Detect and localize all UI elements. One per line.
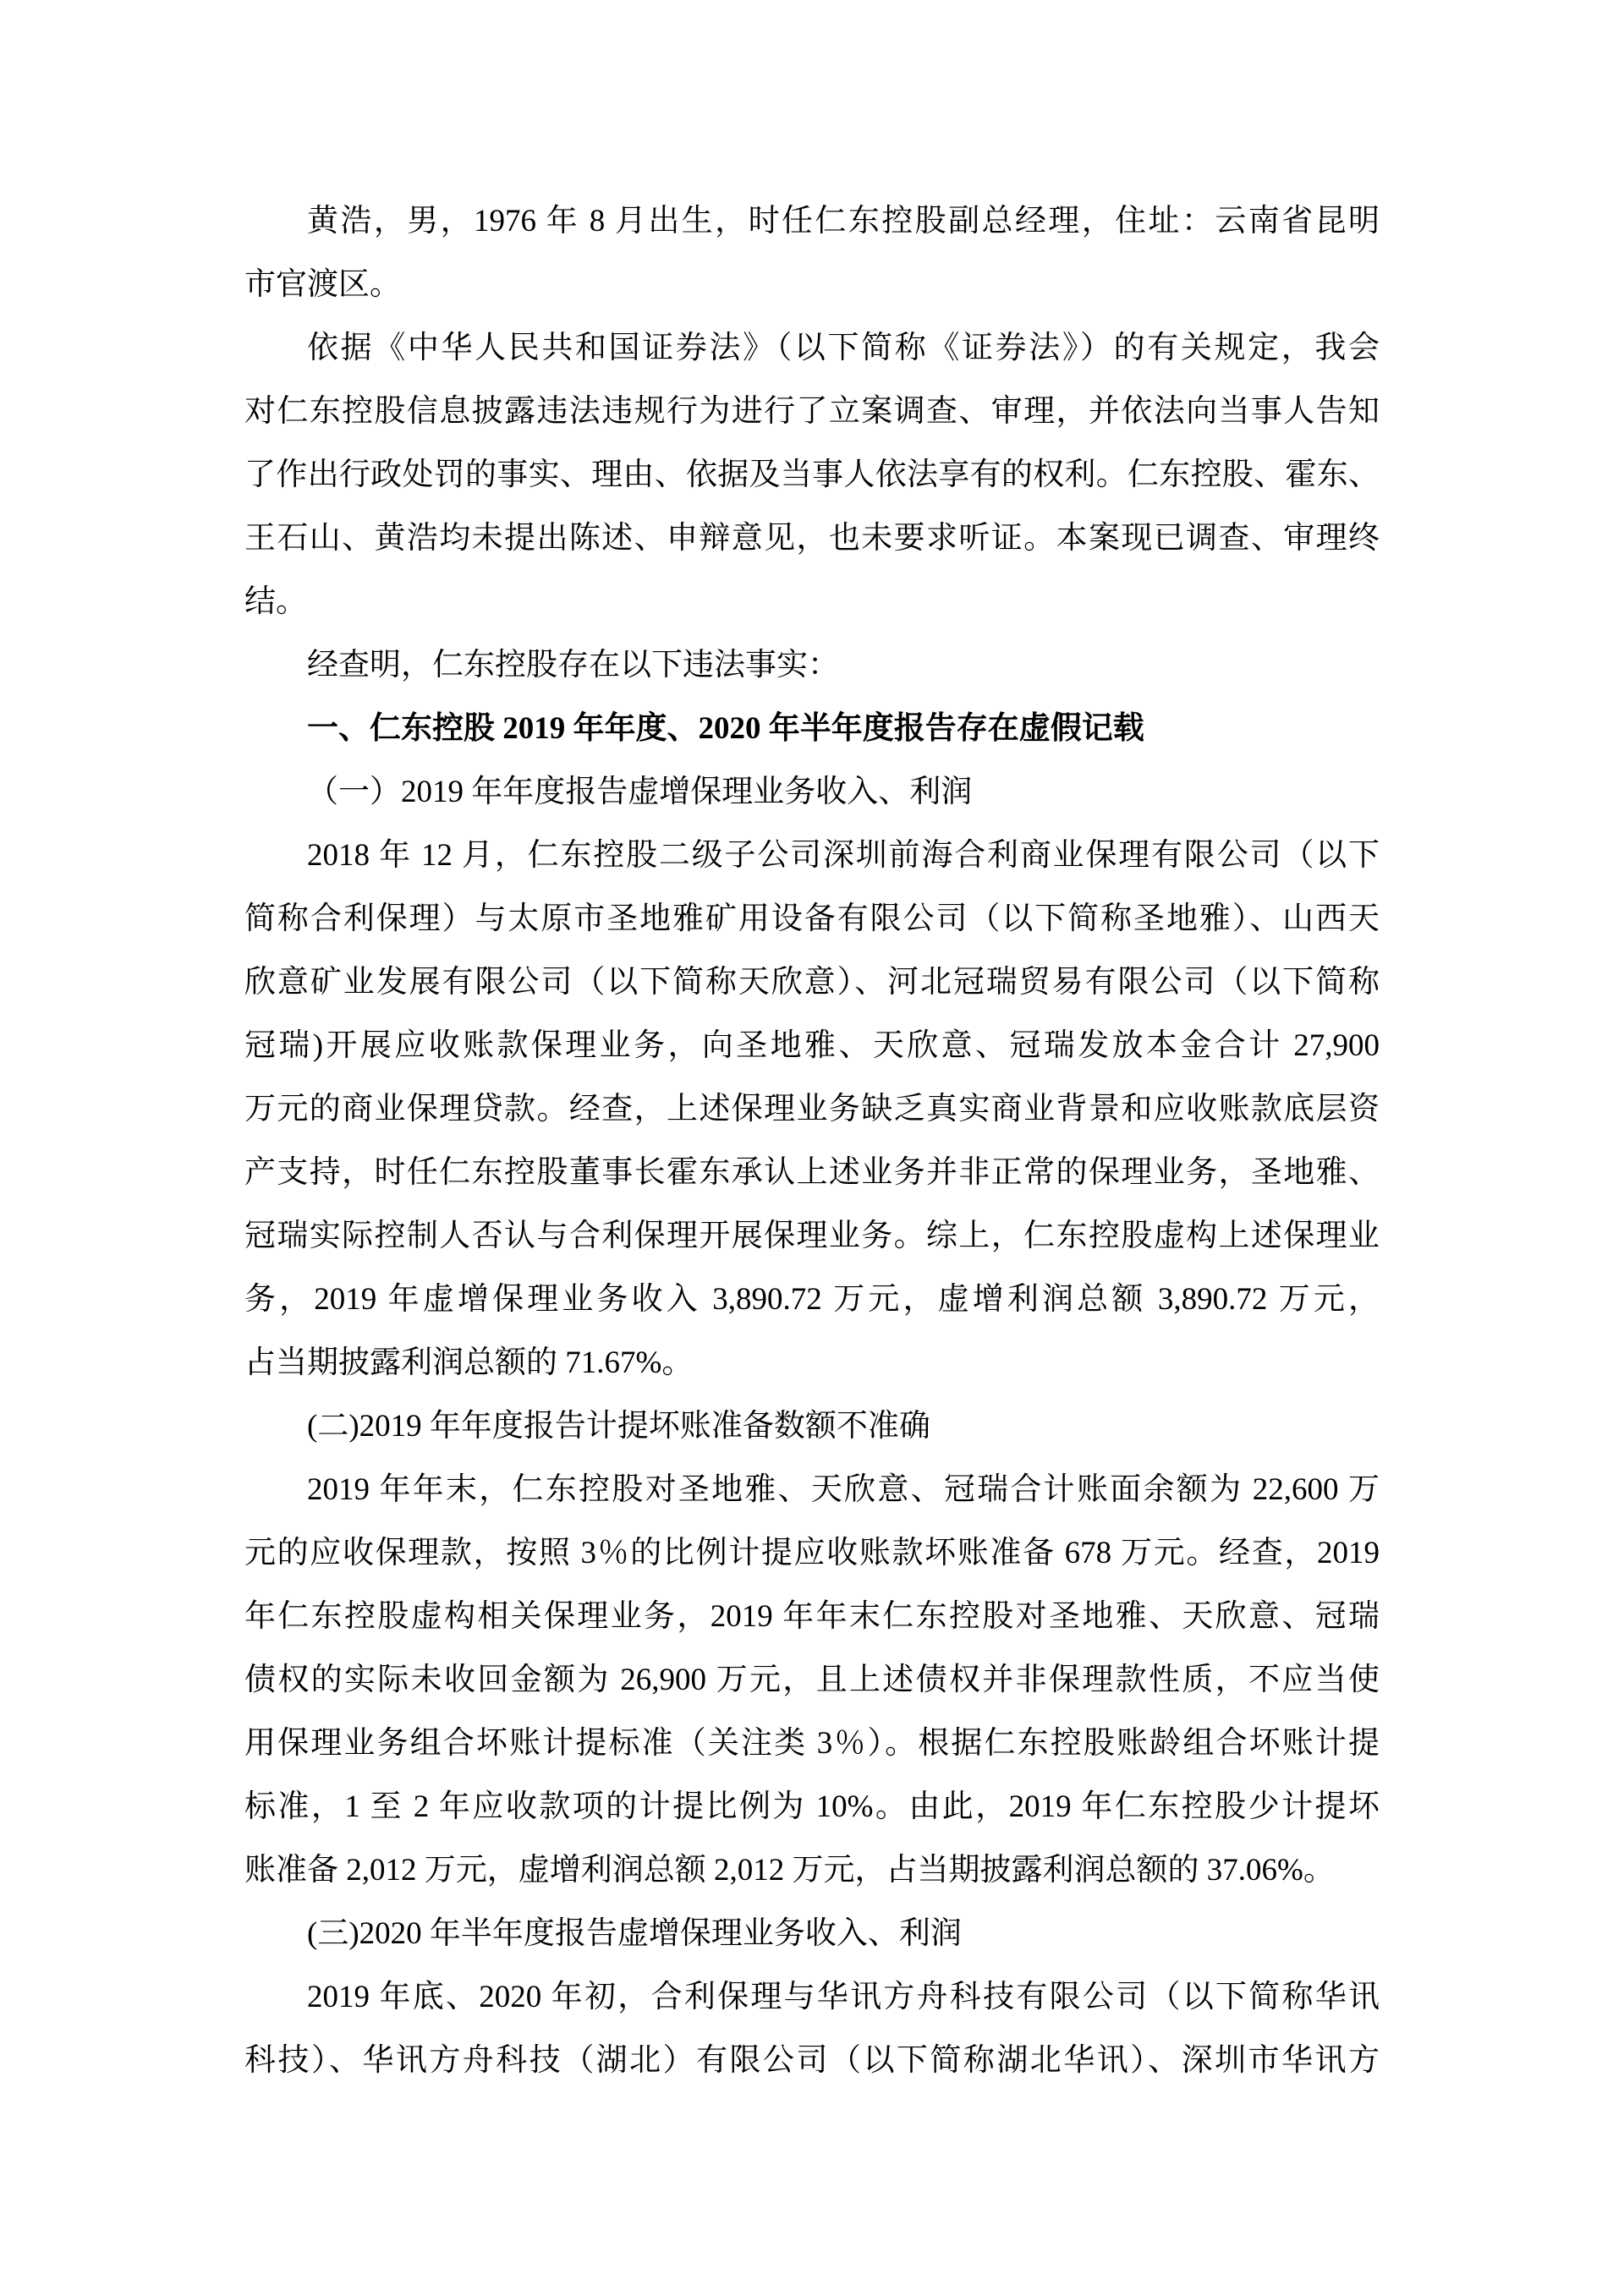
doc-line: 依据《中华人民共和国证券法》（以下简称《证券法》）的有关规定，我会 (307, 331, 1380, 365)
doc-line: 占当期披露利润总额的 71.67%。 (244, 1345, 694, 1380)
doc-line: 冠瑞)开展应收账款保理业务，向圣地雅、天欣意、冠瑞发放本金合计 27,900 (244, 1028, 1380, 1063)
doc-line: 经查明，仁东控股存在以下违法事实： (307, 648, 839, 682)
doc-line: 了作出行政处罚的事实、理由、依据及当事人依法享有的权利。仁东控股、霍东、 (244, 458, 1380, 492)
doc-line: 万元的商业保理贷款。经查，上述保理业务缺乏真实商业背景和应收账款底层资 (244, 1092, 1380, 1126)
section-heading-1: 一、仁东控股 2019 年年度、2020 年半年度报告存在虚假记载 (307, 711, 1144, 746)
doc-line: 冠瑞实际控制人否认与合利保理开展保理业务。综上，仁东控股虚构上述保理业 (244, 1219, 1380, 1253)
doc-line: 年仁东控股虚构相关保理业务，2019 年年末仁东控股对圣地雅、天欣意、冠瑞 (244, 1599, 1380, 1634)
doc-line: 产支持，时任仁东控股董事长霍东承认上述业务并非正常的保理业务，圣地雅、 (244, 1155, 1380, 1190)
doc-line: 账准备 2,012 万元，虚增利润总额 2,012 万元，占当期披露利润总额的 37.06%。 (244, 1853, 1335, 1888)
doc-line: 元的应收保理款，按照 3％的比例计提应收账款坏账准备 678 万元。经查，2019 (244, 1536, 1380, 1570)
doc-line: 2018 年 12 月，仁东控股二级子公司深圳前海合利商业保理有限公司（以下 (307, 838, 1380, 873)
doc-line: 债权的实际未收回金额为 26,900 万元，且上述债权并非保理款性质，不应当使 (244, 1663, 1380, 1697)
doc-line: 用保理业务组合坏账计提标准（关注类 3％）。根据仁东控股账龄组合坏账计提 (244, 1726, 1380, 1761)
doc-line: 黄浩，男，1976 年 8 月出生，时任仁东控股副总经理，住址：云南省昆明 (307, 204, 1380, 238)
doc-line: 简称合利保理）与太原市圣地雅矿用设备有限公司（以下简称圣地雅）、山西天 (244, 901, 1380, 936)
document-text-block (244, 189, 1380, 2092)
doc-line: 2019 年底、2020 年初，合利保理与华讯方舟科技有限公司（以下简称华讯 (307, 1980, 1380, 2014)
doc-line: 对仁东控股信息披露违法违规行为进行了立案调查、审理，并依法向当事人告知 (244, 394, 1380, 429)
doc-line: 务，2019 年虚增保理业务收入 3,890.72 万元，虚增利润总额 3,890.72 万元， (244, 1282, 1380, 1317)
section-heading-1-3: (三)2020 年半年度报告虚增保理业务收入、利润 (307, 1916, 962, 1951)
section-heading-1-2: (二)2019 年年度报告计提坏账准备数额不准确 (307, 1409, 930, 1444)
doc-line: 欣意矿业发展有限公司（以下简称天欣意）、河北冠瑞贸易有限公司（以下简称 (244, 965, 1380, 1000)
doc-line: 2019 年年末，仁东控股对圣地雅、天欣意、冠瑞合计账面余额为 22,600 万 (307, 1472, 1380, 1507)
doc-line: 科技）、华讯方舟科技（湖北）有限公司（以下简称湖北华讯）、深圳市华讯方 (244, 2043, 1380, 2078)
doc-line: 王石山、黄浩均未提出陈述、申辩意见，也未要求听证。本案现已调查、审理终 (244, 521, 1380, 556)
section-heading-1-1: （一）2019 年年度报告虚增保理业务收入、利润 (307, 775, 973, 809)
doc-line: 结。 (244, 584, 307, 619)
doc-line: 市官渡区。 (244, 267, 401, 302)
doc-line: 标准，1 至 2 年应收款项的计提比例为 10%。由此，2019 年仁东控股少计提坏 (244, 1789, 1380, 1824)
